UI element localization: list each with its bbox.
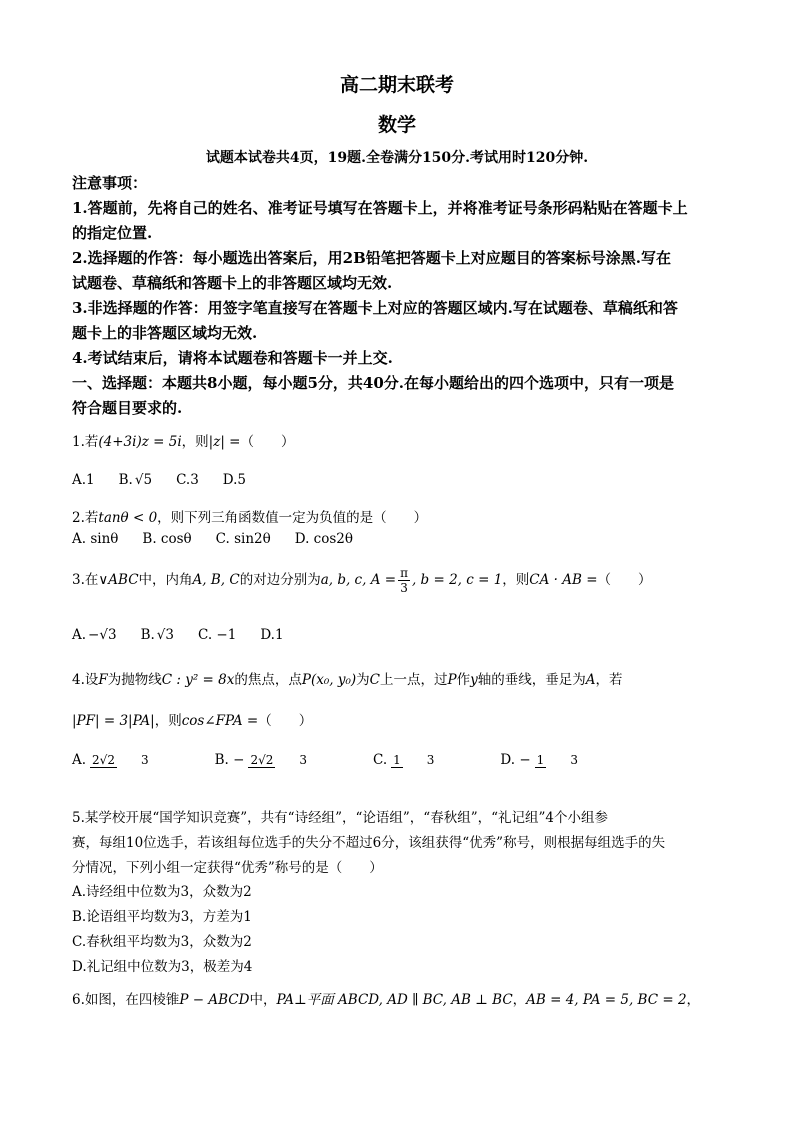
exam-title: 高二期末联考	[339, 74, 454, 96]
notice-line-6: 题卡上的非答题区域均无效.	[72, 324, 258, 342]
q3-option-b-value: √3	[156, 627, 174, 643]
notice-line-7: 4.考试结束后，请将本试题卷和答题卡一并上交.	[72, 349, 393, 367]
q2-option-b: B. cosθ	[142, 531, 192, 547]
q4-option-d: D. −	[500, 752, 531, 768]
question-5-line-2: 赛，每组10位选手，若该组每位选手的失分不超过6分，该组获得“优秀”称号，则根据每组选手的失	[72, 835, 666, 851]
question-6: 6.如图，在四棱锥P − ABCD中，PA⊥平面 ABCD, AD ∥ BC, AB ⊥ BC，AB = 4, PA = 5, BC = 2，	[72, 992, 701, 1008]
notice-line-3: 2.选择题的作答：每小题选出答案后，用2B铅笔把答题卡上对应题目的答案标号涂黑.写在	[72, 249, 672, 267]
q1-option-d: D.5	[222, 472, 247, 488]
notice-line-5: 3.非选择题的作答：用签字笔直接写在答题卡上对应的答题区域内.写在试题卷、草稿纸和答	[72, 299, 678, 317]
q1-option-c: C.3	[176, 472, 199, 488]
notice-line-4: 试题卷、草稿纸和答题卡上的非答题区域均无效.	[72, 274, 393, 292]
q3-fraction: $\frac{\pi}{3}$	[400, 566, 408, 595]
question-3-options	[72, 627, 732, 643]
q1-option-b-value: √5	[134, 472, 153, 488]
question-2-options	[72, 531, 732, 547]
q3-option-a: A.	[72, 627, 87, 643]
q1-option-a: A.1	[72, 472, 95, 488]
q4-option-c: C.	[373, 752, 388, 768]
q2-option-a: A. sinθ	[72, 531, 119, 547]
q4-option-a-fraction: 2√2 3	[92, 753, 149, 767]
question-4-line-2: |PF| = 3|PA|，则cos∠FPA =（ ）	[72, 713, 313, 729]
q4-option-c-fraction: 1 3	[393, 753, 435, 767]
q5-option-a: A.诗经组中位数为3，众数为2	[72, 884, 252, 900]
notice-line-1: 1.答题前，先将自己的姓名、准考证号填写在答题卡上，并将准考证号条形码粘贴在答题卡上	[72, 199, 688, 217]
q4-option-a: A.	[72, 752, 87, 768]
q2-option-c: C. sin2θ	[215, 531, 271, 547]
question-3: 3.在∨ABC中，内角A, B, C的对边分别为a, b, c, A = $\frac{\pi}{3}$ , b = 2, c = 1，则CA · AB =（ ）	[72, 566, 652, 595]
q4-option-b-fraction: 2√2 3	[250, 753, 307, 767]
question-5-line-1: 5.某学校开展“国学知识竞赛”，共有“诗经组”，“论语组”，“春秋组”，“礼记组”4个小组参	[72, 810, 608, 826]
q3-option-a-value: −√3	[88, 627, 117, 643]
q1-option-b: B.	[118, 472, 133, 488]
q3-option-b: B.	[140, 627, 155, 643]
section-heading-2: 符合题目要求的.	[72, 399, 183, 417]
subject-title: 数学	[377, 114, 416, 136]
q5-option-c: C.春秋组平均数为3，众数为2	[72, 934, 252, 950]
notice-line-2: 的指定位置.	[72, 224, 153, 242]
q4-option-b: B. −	[214, 752, 245, 768]
q3-option-d: D.1	[260, 627, 284, 643]
q4-option-d-fraction: 1 3	[536, 753, 578, 767]
question-2: 2.若tanθ < 0，则下列三角函数值一定为负值的是（ ）	[72, 510, 428, 526]
notice-heading: 注意事项：	[72, 174, 148, 192]
question-5-line-3: 分情况，下列小组一定获得“优秀”称号的是（ ）	[72, 860, 383, 876]
q5-option-d: D.礼记组中位数为3，极差为4	[72, 959, 253, 975]
question-4-options	[72, 752, 732, 768]
q5-option-b: B.论语组平均数为3，方差为1	[72, 909, 252, 925]
question-4-line-1: 4.设F为抛物线C : y² = 8x的焦点，点P(x₀, y₀)为C上一点，过P作y轴的垂线，垂足为A，若	[72, 672, 623, 688]
question-1: 1.若(4+3i)z = 5i，则|z| =（ ）	[72, 434, 295, 450]
q2-option-d: D. cos2θ	[294, 531, 354, 547]
section-heading-1: 一、选择题：本题共8小题，每小题5分，共40分.在每小题给出的四个选项中，只有一项是	[72, 374, 674, 392]
q3-option-c: C. −1	[197, 627, 237, 643]
question-1-options	[72, 472, 732, 488]
exam-info: 试题本试卷共4页，19题.全卷满分150分.考试用时120分钟.	[205, 150, 589, 166]
